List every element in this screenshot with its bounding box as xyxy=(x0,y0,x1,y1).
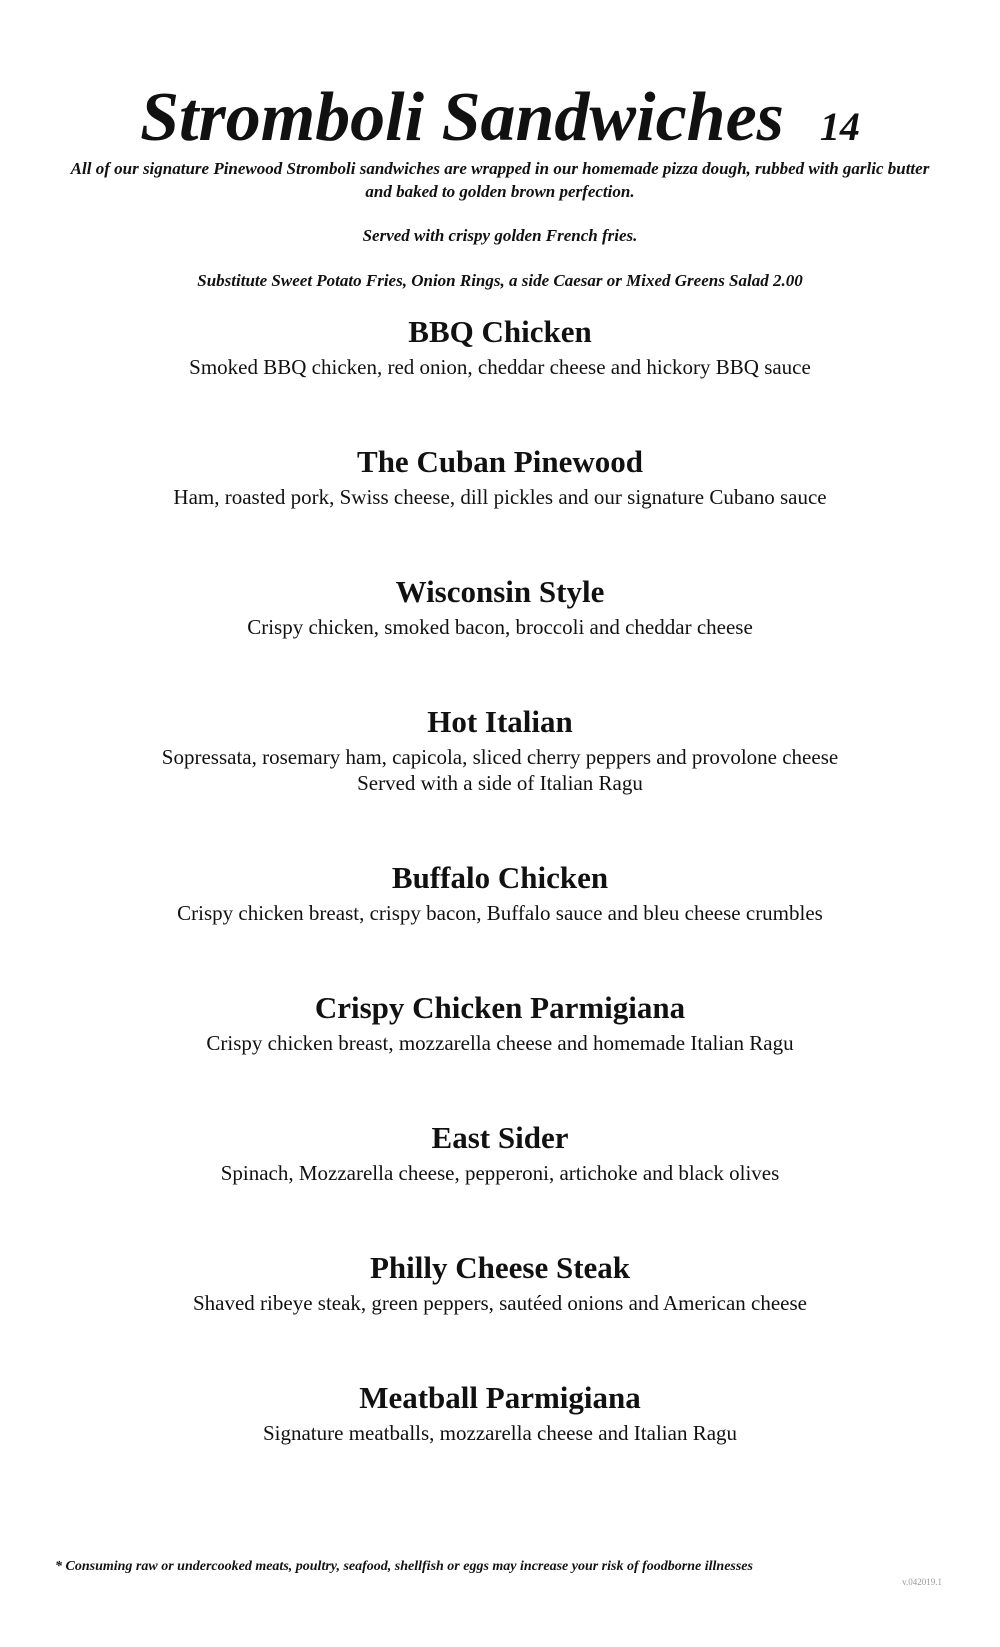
menu-item-description: Shaved ribeye steak, green peppers, sautéed onions and American cheese xyxy=(192,1291,807,1315)
menu-item-name: Wisconsin Style xyxy=(395,574,605,609)
menu-item-buffalo-chicken xyxy=(40,860,960,926)
menu-item-description: Sopressata, rosemary ham, capicola, sliced cherry peppers and provolone cheese xyxy=(161,745,839,769)
menu-item-name: Philly Cheese Steak xyxy=(369,1250,631,1285)
menu-item-cuban-pinewood xyxy=(40,444,960,510)
menu-item-philly-cheese-steak xyxy=(40,1250,960,1316)
menu-item-description: Spinach, Mozzarella cheese, pepperoni, artichoke and black olives xyxy=(220,1161,780,1185)
menu-item-description: Smoked BBQ chicken, red onion, cheddar cheese and hickory BBQ sauce xyxy=(189,355,811,379)
menu-item-meatball-parmigiana xyxy=(40,1380,960,1446)
menu-item-name: BBQ Chicken xyxy=(408,314,592,349)
menu-item-name: East Sider xyxy=(431,1120,569,1155)
menu-item-description: Crispy chicken breast, mozzarella cheese and homemade Italian Ragu xyxy=(206,1031,794,1055)
health-warning: * Consuming raw or undercooked meats, poultry, seafood, shellfish or eggs may increase your risk of foodborne illnesses xyxy=(55,1559,753,1574)
menu-item-note: Served with a side of Italian Ragu xyxy=(357,771,643,795)
menu-item-east-sider xyxy=(40,1120,960,1186)
menu-item-description: Signature meatballs, mozzarella cheese and Italian Ragu xyxy=(262,1421,738,1445)
menu-item-description: Crispy chicken breast, crispy bacon, Buffalo sauce and bleu cheese crumbles xyxy=(177,901,823,925)
title-price: 14 xyxy=(819,104,860,149)
menu-item-description: Crispy chicken, smoked bacon, broccoli and cheddar cheese xyxy=(247,615,753,639)
menu-item-hot-italian xyxy=(40,704,960,796)
menu-item-name: The Cuban Pinewood xyxy=(357,444,643,479)
menu-item-name: Meatball Parmigiana xyxy=(359,1380,641,1415)
menu-item-crispy-chicken-parmigiana xyxy=(40,990,960,1056)
version-label: v.042019.1 xyxy=(902,1577,942,1587)
page-title xyxy=(0,78,1000,167)
menu-item-name: Hot Italian xyxy=(427,704,573,739)
menu-item-name: Crispy Chicken Parmigiana xyxy=(314,990,686,1025)
title-text: Stromboli Sandwiches xyxy=(140,79,784,156)
menu-item-wisconsin-style xyxy=(40,574,960,640)
intro-description: All of our signature Pinewood Stromboli sandwiches are wrapped in our homemade pizza dough, rubbed with garlic butter and baked to golden brown perfection. xyxy=(70,159,930,201)
menu-item-description: Ham, roasted pork, Swiss cheese, dill pickles and our signature Cubano sauce xyxy=(173,485,827,509)
intro-substitutions: Substitute Sweet Potato Fries, Onion Rings, a side Caesar or Mixed Greens Salad 2.00 xyxy=(197,271,803,290)
menu-item-name: Buffalo Chicken xyxy=(391,860,609,895)
menu-item-bbq-chicken xyxy=(40,314,960,380)
intro-sides: Served with crispy golden French fries. xyxy=(362,226,638,245)
